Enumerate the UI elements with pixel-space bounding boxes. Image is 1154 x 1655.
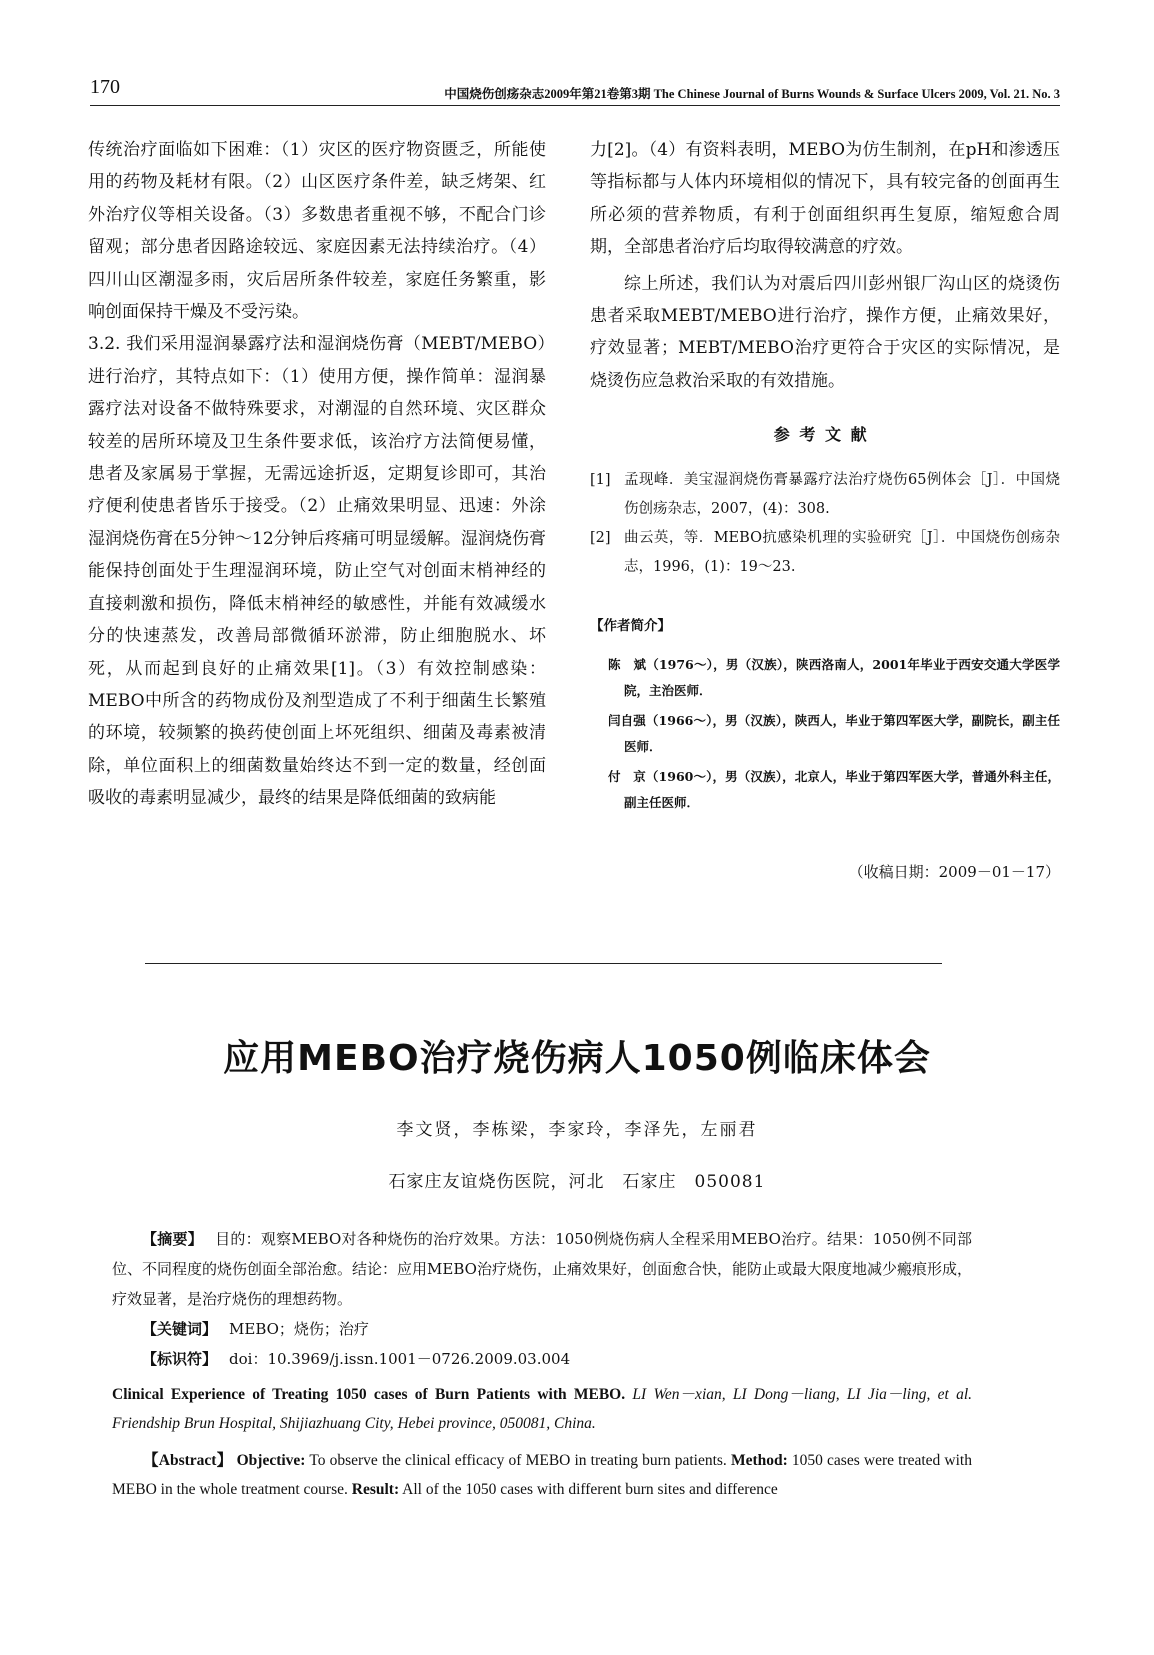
english-authors-affiliation: LI Wen－xian, LI Dong－liang, LI Jia－ling, et al. Friendship Brun Hospital, Shijiazhuang City, Hebei province, 050081, China. xyxy=(112,1386,973,1432)
abstract-text: 目的：观察MEBO对各种烧伤的治疗效果。方法：1050例烧伤病人全程采用MEBO治疗。结果：1050例不同部位、不同程度的烧伤创面全部治愈。结论：应用MEBO治疗烧伤，止痛效果好，创面愈合快，能防止或最大限度地减少瘢痕形成，疗效显著，是治疗烧伤的理想药物。 xyxy=(112,1230,972,1308)
paragraph-section-3-2: 3.2. 我们采用湿润暴露疗法和湿润烧伤膏（MEBT/MEBO）进行治疗，其特点如下：（1）使用方便，操作简单：湿润暴露疗法对设备不做特殊要求，对潮湿的自然环境、灾区群众较差的居所环境及卫生条件要求低，该治疗方法简便易懂，患者及家属易于掌握，无需远途折返，定期复诊即可，其治疗便利使患者皆乐于接受。（2）止痛效果明显、迅速：外涂湿润烧伤膏在5分钟～12分钟后疼痛可明显缓解。湿润烧伤膏能保持创面处于生理湿润环境，防止空气对创面末梢神经的直接刺激和损伤，降低末梢神经的敏感性，并能有效减缓水分的快速蒸发，改善局部微循环淤滞，防止细胞脱水、坏死，从而起到良好的止痛效果[1]。（3）有效控制感染：MEBO中所含的药物成份及剂型造成了不利于细菌生长繁殖的环境，较频繁的换药使创面上坏死组织、细菌及毒素被清除，单位面积上的细菌数量始终达不到一定的数量，经创面吸收的毒素明显减少，最终的结果是降低细菌的致病能 xyxy=(88,334,546,809)
english-abstract xyxy=(112,1446,972,1504)
references-heading: 参考文献 xyxy=(773,425,877,445)
abstract-label: 【摘要】 xyxy=(142,1230,204,1248)
english-title: Clinical Experience of Treating 1050 cases of Burn Patients with MEBO. xyxy=(112,1386,626,1403)
result-label: Result: xyxy=(351,1481,400,1498)
objective-text: To observe the clinical efficacy of MEBO in treating burn patients. xyxy=(309,1452,727,1469)
paragraph-difficulties: 传统治疗面临如下困难：（1）灾区的医疗物资匮乏，所能使用的药物及耗材有限。（2）山区医疗条件差，缺乏烤架、红外治疗仪等相关设备。（3）多数患者重视不够，不配合门诊留观；部分患者因路途较远、家庭因素无法持续治疗。（4）四川山区潮湿多雨，灾后居所条件较差，家庭任务繁重，影响创面保持干燥及不受污染。 xyxy=(88,140,546,323)
page-number: 170 xyxy=(90,76,120,98)
author-bio: 闫自强（1966～），男（汉族），陕西人，毕业于第四军医大学，副院长，副主任医师． xyxy=(608,713,1060,755)
chinese-abstract-block xyxy=(112,1224,972,1374)
right-column xyxy=(590,134,1060,888)
english-abstract-block xyxy=(112,1380,972,1504)
article-divider xyxy=(145,963,942,964)
objective-label: Objective: xyxy=(236,1452,306,1469)
received-date: （收稿日期：2009－01－17） xyxy=(848,863,1060,882)
left-column xyxy=(88,134,546,815)
result-text: All of the 1050 cases with different burn sites and difference xyxy=(402,1481,778,1498)
author-info-heading: 【作者简介】 xyxy=(590,617,671,634)
doi-text: doi：10.3969/j.issn.1001－0726.2009.03.004 xyxy=(229,1350,571,1368)
keywords-text: MEBO；烧伤；治疗 xyxy=(229,1320,369,1338)
reference-text: 曲云英，等．MEBO抗感染机理的实验研究［J］．中国烧伤创疡杂志，1996，(1)：19～23. xyxy=(624,529,1060,575)
author-bio: 陈 斌（1976～），男（汉族），陕西洛南人，2001年毕业于西安交通大学医学院，主治医师． xyxy=(608,657,1060,699)
paragraph-continued: 力[2]。（4）有资料表明，MEBO为仿生制剂，在pH和渗透压等指标都与人体内环境相似的情况下，具有较完备的创面再生所必须的营养物质，有利于创面组织再生复原，缩短愈合周期，全部患者治疗后均取得较满意的疗效。 xyxy=(590,140,1060,258)
reference-number: [1] xyxy=(590,471,611,488)
keywords-line xyxy=(112,1314,972,1344)
identifier-line xyxy=(112,1344,972,1374)
reference-number: [2] xyxy=(590,529,611,546)
running-header xyxy=(90,76,1060,104)
journal-citation: 中国烧伤创疡杂志2009年第21卷第3期 The Chinese Journal of Burns Wounds & Surface Ulcers 2009, Vol. 21. No. 3 xyxy=(444,87,1060,101)
article-authors: 李文贤，李栋梁，李家玲，李泽先，左丽君 xyxy=(396,1120,758,1140)
reference-list xyxy=(590,466,1060,582)
english-header xyxy=(112,1380,972,1438)
keywords-label: 【关键词】 xyxy=(142,1320,218,1338)
header-rule xyxy=(90,105,1060,106)
method-text: 1050 cases were treated with MEBO in the whole treatment course. xyxy=(112,1452,972,1498)
author-info-list xyxy=(590,652,1060,816)
article-title: 应用MEBO治疗烧伤病人1050例临床体会 xyxy=(223,1038,931,1079)
abstract xyxy=(112,1224,972,1314)
reference-item xyxy=(590,466,1060,524)
english-abstract-label: 【Abstract】 xyxy=(143,1452,233,1469)
method-label: Method: xyxy=(730,1452,788,1469)
reference-text: 孟现峰．美宝湿润烧伤膏暴露疗法治疗烧伤65例体会［J］．中国烧伤创疡杂志，2007，(4)：308. xyxy=(624,471,1060,517)
author-bio: 付 京（1960～），男（汉族），北京人，毕业于第四军医大学，普通外科主任，副主任医师． xyxy=(608,769,1060,811)
identifier-label: 【标识符】 xyxy=(142,1350,218,1368)
paragraph-conclusion: 综上所述，我们认为对震后四川彭州银厂沟山区的烧烫伤患者采取MEBT/MEBO进行治疗，操作方便，止痛效果好，疗效显著；MEBT/MEBO治疗更符合于灾区的实际情况，是烧烫伤应急救治采取的有效措施。 xyxy=(590,273,1060,391)
reference-item xyxy=(590,524,1060,582)
article-affiliation: 石家庄友谊烧伤医院，河北 石家庄 050081 xyxy=(388,1172,766,1192)
